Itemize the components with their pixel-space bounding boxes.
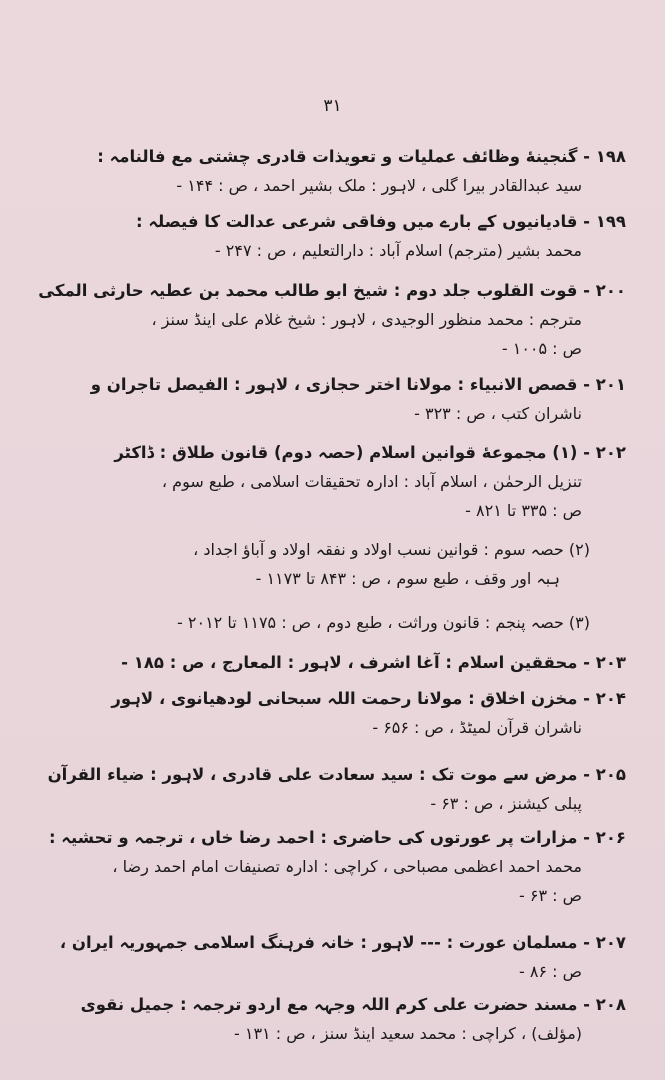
entry-line: ۲۰۰ - قوت القلوب جلد دوم : شیخ ابو طالب محمد بن عطیہ حارثی المکی xyxy=(38,281,626,300)
entry-line: مترجم : محمد منظور الوجیدی ، لاہور : شیخ غلام علی اینڈ سنز ، xyxy=(151,310,582,329)
entry-199 xyxy=(26,207,626,265)
entry-202-part-3 xyxy=(26,608,626,637)
entry-line: ۲۰۵ - مرض سے موت تک : سید سعادت علی قادری ، لاہور : ضیاء القرآن xyxy=(47,765,626,784)
entry-line: محمد احمد اعظمی مصباحی ، کراچی : ادارہ تصنیفات امام احمد رضا ، xyxy=(112,857,582,876)
entry-line: ۱۹۹ - قادیانیوں کے بارے میں وفاقی شرعی عدالت کا فیصلہ : xyxy=(135,212,626,231)
entry-200 xyxy=(26,276,626,363)
entry-line: ہبہ اور وقف ، طبع سوم ، ص : ۸۴۳ تا ۱۱۷۳ - xyxy=(255,569,560,588)
entry-line: ۲۰۴ - مخزن اخلاق : مولانا رحمت اللہ سبحانی لودھیانوی ، لاہور xyxy=(111,689,626,708)
entry-line: سید عبدالقادر بیرا گلی ، لاہور : ملک بشیر احمد ، ص : ۱۴۴ - xyxy=(176,176,582,195)
entry-line: ۱۹۸ - گنجینهٔ وظائف عملیات و تعویذات قادری چشتی مع فالنامہ : xyxy=(97,147,626,166)
page-number: ۳۱ xyxy=(323,96,342,116)
entry-line: (مؤلف) ، کراچی : محمد سعید اینڈ سنز ، ص : ۱۳۱ - xyxy=(234,1024,582,1043)
entry-line: ۲۰۳ - محققین اسلام : آغا اشرف ، لاہور : المعارج ، ص : ۱۸۵ - xyxy=(121,653,626,672)
entry-line: محمد بشیر (مترجم) اسلام آباد : دارالتعلیم ، ص : ۲۴۷ - xyxy=(214,241,582,260)
entry-201 xyxy=(26,370,626,428)
entry-line: ۲۰۶ - مزارات پر عورتوں کی حاضری : احمد رضا خاں ، ترجمہ و تحشیہ : xyxy=(48,828,626,847)
entry-202-part-2 xyxy=(26,535,626,593)
entry-line: ص : ۱۰۰۵ - xyxy=(501,339,582,358)
entry-line: ص : ۶۳ - xyxy=(519,886,582,905)
entry-line: تنزیل الرحمٰن ، اسلام آباد : ادارہ تحقیقات اسلامی ، طبع سوم ، xyxy=(161,472,582,491)
entry-line: پبلی کیشنز ، ص : ۶۳ - xyxy=(430,794,582,813)
entry-line: ناشران کتب ، ص : ۳۲۳ - xyxy=(414,404,582,423)
entry-203 xyxy=(26,648,626,677)
entry-207 xyxy=(26,928,626,986)
entry-198 xyxy=(26,142,626,200)
entry-line: (۲) حصہ سوم : قوانین نسب اولاد و نفقہ اولاد و آباؤ اجداد ، xyxy=(193,540,590,559)
entry-line: ۲۰۷ - مسلمان عورت : --- لاہور : خانہ فرہنگ اسلامی جمہوریہ ایران ، xyxy=(59,933,626,952)
entry-line: ۲۰۲ - (۱) مجموعهٔ قوانین اسلام (حصہ دوم) قانون طلاق : ڈاکٹر xyxy=(114,443,626,462)
entry-202 xyxy=(26,438,626,525)
entry-line: ۲۰۸ - مسند حضرت علی کرم اللہ وجہہ مع اردو ترجمہ : جمیل نقوی xyxy=(80,995,626,1014)
entry-line: ص : ۳۳۵ تا ۸۲۱ - xyxy=(465,501,582,520)
entry-208 xyxy=(26,990,626,1048)
entry-204 xyxy=(26,684,626,742)
entry-line: ۲۰۱ - قصص الانبیاء : مولانا اختر حجازی ، لاہور : الفیصل تاجران و xyxy=(90,375,626,394)
entry-205 xyxy=(26,760,626,818)
entry-line: ناشران قرآن لمیٹڈ ، ص : ۶۵۶ - xyxy=(372,718,582,737)
entry-line: (۳) حصہ پنجم : قانون وراثت ، طبع دوم ، ص : ۱۱۷۵ تا ۲۰۱۲ - xyxy=(177,613,590,632)
entry-line: ص : ۸۶ - xyxy=(519,962,582,981)
entry-206 xyxy=(26,823,626,910)
